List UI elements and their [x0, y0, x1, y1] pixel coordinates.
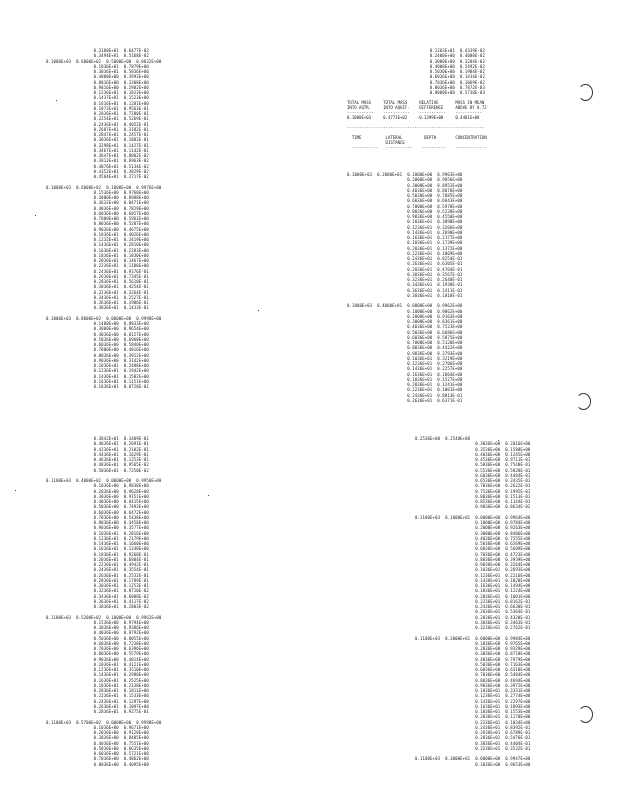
- binder-hole-bottom: [578, 706, 593, 723]
- data-column-bottom-left: 0.3842E+01 0.3409E-01 0.4036E+01 0.2691E-01 0.4236E+01 0.2102E-01 0.4436E+01 0.1629E-01 0.4636E+01 0.1253E-01 0.4836E+01 0.9565E-02 0.5036E+01 0.7250E-02 0.1100E+03 0.4000E+02 0.0000E+00 0.9950E+00 0.1036E+00 0.9838E+00 0.2036E+00 0.9628E+00 0.3036E+00 0.9151E+00 0.4036E+00 0.8415E+00 0.5036E+00 0.7493E+00 0.6036E+00 0.6472E+00 0.7036E+00 0.5438E+00 0.8036E+00 0.4458E+00 0.9036E+00 0.3577E+00 0.1036E+01 0.2816E+00 0.1236E+01 0.2179E+00 0.1436E+01 0.1660E+00 0.1636E+01 0.1248E+00 0.1836E+01 0.9268E-01 0.2036E+01 0.6804E-01 0.2236E+01 0.4942E-01 0.2436E+01 0.3554E-01 0.2636E+01 0.2532E-01 0.2836E+01 0.1789E-01 0.3036E+01 0.1253E-01 0.3236E+01 0.8710E-02 0.3436E+01 0.6008E-02 0.3636E+01 0.4117E-02 0.3836E+01 0.2803E-02 0.1100E+03 0.5200E+02 0.1000E+00 0.9962E+00 0.1536E+00 0.9794E+00 0.3036E+00 0.9386E+00 0.4036E+00 0.8792E+00 0.5036E+00 0.8055E+00 0.6036E+00 0.7238E+00 0.7036E+00 0.6396E+00 0.8036E+00 0.5579E+00 0.9036E+00 0.4814E+00 0.1036E+01 0.4121E+00 0.1236E+01 0.3510E+00 0.1436E+01 0.2980E+00 0.1636E+01 0.2525E+00 0.1836E+01 0.2138E+00 0.2036E+01 0.1811E+00 0.2236E+01 0.1533E+00 0.2436E+01 0.1297E+00 0.2636E+01 0.1097E+00 0.2836E+01 0.9275E-01 0.1100E+03 0.5700E+02 0.0000E+00 0.9998E+00 0.1036E+00 0.9671E+00 0.2036E+00 0.9128E+00 0.3036E+00 0.8405E+00 0.4036E+00 0.7551E+00 0.5036E+00 0.6635E+00 0.6036E+00 0.5721E+00 0.7036E+00 0.4862E+00 0.8036E+00 0.4095E+00: [46, 436, 162, 767]
- data-column-bottom-right: 0.2536E+00 0.2548E+00 0.3036E+00 0.2016E+00 0.3536E+00 0.1588E+00 0.4036E+00 0.1245E+00 0.4536E+00 0.9711E-01 0.5036E+00 0.7540E-01 0.5536E+00 0.5828E-01 0.6036E+00 0.4484E-01 0.6536E+00 0.3435E-01 0.7036E+00 0.2622E-01 0.7536E+00 0.1995E-01 0.8036E+00 0.1513E-01 0.8536E+00 0.1144E-01 0.9036E+00 0.8634E-02 0.1100E+03 0.1000E+01 0.0000E+00 0.9964E+00 0.1000E+00 0.9784E+00 0.2000E+00 0.9263E+00 0.3000E+00 0.8486E+00 0.4036E+00 0.7555E+00 0.5036E+00 0.6569E+00 0.6036E+00 0.5609E+00 0.7036E+00 0.4723E+00 0.8036E+00 0.3939E+00 0.9036E+00 0.3264E+00 0.1036E+01 0.2693E+00 0.1236E+01 0.2216E+00 0.1436E+01 0.1820E+00 0.1636E+01 0.1494E+00 0.1836E+01 0.1224E+00 0.2036E+01 0.1001E+00 0.2236E+01 0.8162E-01 0.2436E+01 0.6630E-01 0.2636E+01 0.5364E-01 0.2836E+01 0.4320E-01 0.3036E+01 0.3463E-01 0.3236E+01 0.2762E-01 0.1100E+03 0.2000E+01 0.0000E+00 0.9984E+00 0.1036E+00 0.9765E+00 0.2036E+00 0.9329E+00 0.3036E+00 0.8718E+00 0.4036E+00 0.7979E+00 0.5036E+00 0.7163E+00 0.6036E+00 0.6318E+00 0.7036E+00 0.5484E+00 0.8036E+00 0.4694E+00 0.9036E+00 0.3972E+00 0.1036E+01 0.3331E+00 0.1236E+01 0.2774E+00 0.1436E+01 0.2297E+00 0.1636E+01 0.1893E+00 0.1836E+01 0.1553E+00 0.2036E+01 0.1270E+00 0.2236E+01 0.1034E+00 0.2436E+01 0.8392E-01 0.2636E+01 0.6789E-01 0.2836E+01 0.5476E-01 0.3036E+01 0.4404E-01 0.3236E+01 0.3532E-01 0.1100E+03 0.3000E+01 0.0000E+00 0.9947E+00 0.1036E+00 0.9653E+00: [415, 436, 531, 767]
- data-table-top-right: 0.1000E+03 0.2000E+01 0.1000E+00 0.9963E+00 0.2000E+00 0.9856E+00 0.3000E+00 0.8952E+00 0.4036E+00 0.8076E+00 0.5030E+00 0.7885E+00 0.6036E+00 0.6843E+00 0.7000E+00 0.5978E+00 0.8036E+00 0.5238E+00 0.9036E+00 0.4558E+00 0.1036E+01 0.3890E+00 0.1236E+01 0.3266E+00 0.1436E+01 0.2690E+00 0.1636E+01 0.2177E+00 0.1836E+01 0.1739E+00 0.2036E+01 0.1372E+00 0.2236E+01 0.1069E+00 0.2436E+01 0.8254E-01 0.2636E+01 0.6305E-01 0.2836E+01 0.4764E-01 0.3036E+01 0.3567E-01 0.3236E+01 0.2640E-01 0.3436E+01 0.1938E-01 0.3636E+01 0.1411E-01 0.3836E+01 0.1018E-01 0.1000E+03 0.4000E+01 0.0000E+00 0.9962E+00 0.1000E+00 0.9862E+00 0.2000E+00 0.9163E+00 0.3000E+00 0.8361E+00 0.4036E+00 0.7523E+00 0.5036E+00 0.6686E+00 0.6036E+00 0.5875E+00 0.7000E+00 0.5120E+00 0.8036E+00 0.4422E+00 0.9036E+00 0.3793E+00 0.1036E+01 0.3219E+00 0.1236E+01 0.2706E+00 0.1436E+01 0.2257E+00 0.1636E+01 0.1864E+00 0.1836E+01 0.1527E+00 0.2036E+01 0.1241E+00 0.2236E+01 0.1001E+00 0.2436E+01 0.8013E-01 0.2636E+01 0.6371E-01: [347, 172, 463, 403]
- scan-speck: [258, 310, 259, 311]
- scan-speck: [208, 495, 209, 496]
- scan-speck: [35, 215, 36, 216]
- binder-hole-middle: [576, 393, 591, 410]
- scan-speck: [56, 100, 57, 101]
- scan-speck: [15, 490, 16, 491]
- scan-speck: [498, 440, 499, 441]
- binder-hole-top: [578, 84, 593, 101]
- table-header: TOTAL MASS TOTAL MASS RELATIVE MASS IN MEAN INTO AQTR. INTO AQUIF. DIFFERENCE ABOVE BY 0.72 ----------- ----------- ----------- ----------- 0.1000E+03 0.4773E+02 -0.3399E+00 0.4481E+00 --------------------------------------------------------- TIME LATERAL DEPTH CONCENTRATION DISTANCE ----------- ----------- ---------- -------------: [347, 100, 487, 150]
- data-column-top-left: 0.3180E+01 0.6477E-02 0.3494E+01 0.5168E-02 0.1000E+03 0.6000E+02 0.5000E+00 0.8832E+00 0.1036E+01 0.7879E+00 0.3036E+01 0.5836E+00 0.4000E+00 0.3993E+00 0.8036E+00 0.3308E+00 0.9816E+00 0.2982E+00 0.1236E+01 0.1823E+00 0.1437E+01 0.1523E+00 0.1616E+01 0.1281E+00 0.1872E+01 0.9563E-01 0.2036E+01 0.7280E-01 0.2254E+01 0.5269E-01 0.2436E+01 0.4052E-01 0.2687E+01 0.3182E-01 0.2847E+01 0.2457E-01 0.3036E+01 0.1802E-01 0.3298E+01 0.1427E-01 0.3467E+01 0.1142E-01 0.3647E+01 0.8802E-02 0.3812E+01 0.6963E-02 0.4076E+01 0.5134E-02 0.4352E+01 0.3829E-02 0.4564E+01 0.2717E-02 0.1000E+03 0.6000E+02 0.1000E+00 0.9976E+00 0.1536E+00 0.9768E+00 0.3000E+00 0.8988E+00 0.3632E+00 0.8471E+00 0.4036E+00 0.7829E+00 0.6036E+00 0.6857E+00 0.7000E+00 0.5961E+00 0.8036E+00 0.5287E+00 0.9036E+00 0.4675E+00 0.1036E+01 0.4026E+00 0.1232E+01 0.3419E+00 0.1436E+01 0.2810E+00 0.1636E+01 0.2283E+00 0.1836E+01 0.1830E+00 0.2036E+01 0.1467E+00 0.2236E+01 0.1180E+00 0.2436E+01 0.9376E-01 0.2636E+01 0.7345E-01 0.2836E+01 0.5618E-01 0.3036E+01 0.4254E-01 0.3236E+01 0.3264E-01 0.3436E+01 0.2527E-01 0.3636E+01 0.1906E-01 0.3836E+01 0.1433E-01 0.1000E+03 0.8000E+02 0.0000E+00 0.9998E+00 0.1400E+00 0.9833E+00 0.3000E+00 0.9654E+00 0.4036E+00 0.8127E+00 0.5036E+00 0.6968E+00 0.6036E+00 0.5840E+00 0.7000E+00 0.4816E+00 0.8036E+00 0.3912E+00 0.9036E+00 0.3142E+00 0.1036E+01 0.2488E+00 0.1236E+01 0.1942E+00 0.1436E+01 0.1502E+00 0.1636E+01 0.1151E+00 0.1836E+01 0.8728E-01: [46, 48, 162, 389]
- data-column-top-right: 0.1203E+01 0.4339E-02 0.2400E+00 0.4008E-02 0.3000E+00 0.3204E-02 0.4000E+00 0.2492E-02 0.5030E+00 0.1904E-02 0.6036E+00 0.1434E-02 0.7036E+00 0.1069E-02 0.8036E+00 0.7872E-03 0.9000E+00 0.5738E-03: [429, 48, 485, 95]
